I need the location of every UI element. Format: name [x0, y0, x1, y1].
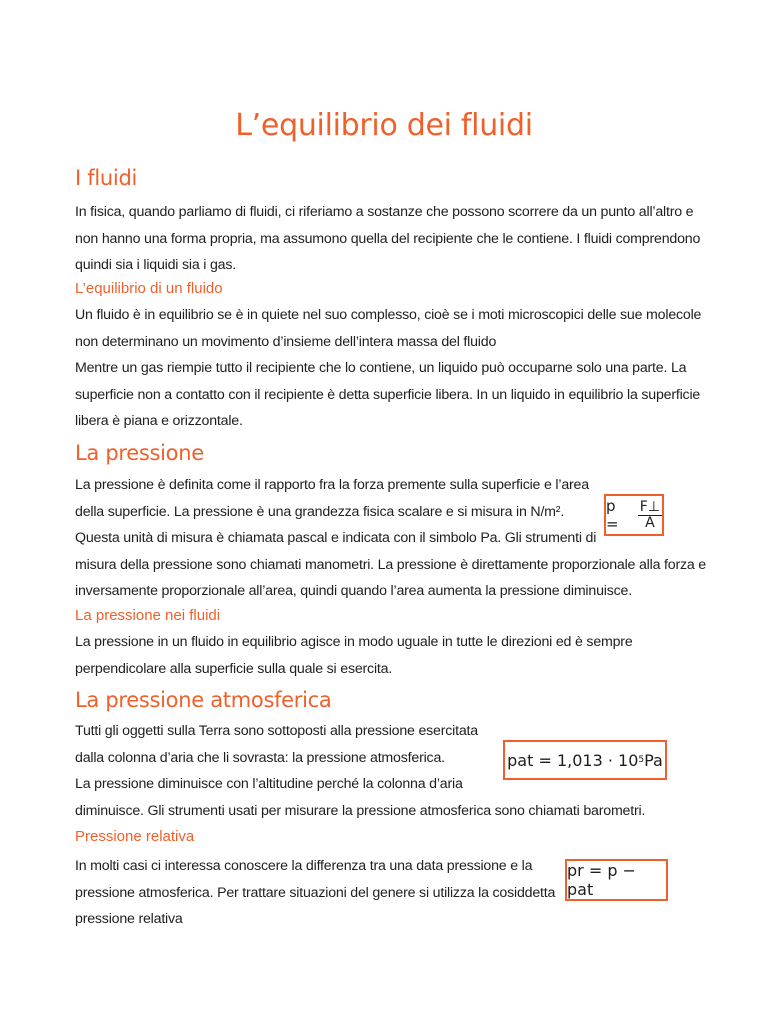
text-line: pressione relativa	[75, 911, 183, 927]
text-line: La pressione è definita come il rapporto fra la forza premente sulla superficie e l’area	[75, 477, 589, 493]
paragraph-fluidi	[75, 199, 700, 279]
text-line: dalla colonna d’aria che li sovrasta: la pressione atmosferica.	[75, 749, 445, 766]
formula-fraction	[638, 500, 662, 531]
text-line: La pressione diminuisce con l’altitudine perché la colonna d’aria	[75, 776, 463, 792]
text-line: La pressione in un fluido in equilibrio agisce in modo uguale in tutte le direzioni ed è sempre	[75, 634, 633, 650]
text-line: Mentre un gas riempie tutto il recipiente che lo contiene, un liquido può occuparne solo una parte. La	[75, 360, 687, 376]
text-line: non determinano un movimento d’insieme dell’intera massa del fluido	[75, 333, 497, 350]
text-line: Un fluido è in equilibrio se è in quiete nel suo complesso, cioè se i moti microscopici delle sue molecole	[75, 307, 702, 323]
formula-pressione-relativa: pr = p − pat	[565, 859, 668, 901]
paragraph-pressione-fluidi	[75, 629, 633, 682]
paragraph-pressione	[75, 472, 706, 605]
formula-denominator: A	[645, 514, 655, 531]
formula-exponent: 5	[638, 755, 645, 765]
text-line: pressione atmosferica. Per trattare situazioni del genere si utilizza la cosiddetta	[75, 884, 556, 901]
formula-numerator: F⊥	[639, 498, 660, 515]
formula-pressione	[604, 494, 664, 536]
text-line: perpendicolare alla superficie sulla quale si esercita.	[75, 660, 393, 677]
text-line: inversamente proporzionale all’area, quindi quando l’area aumenta la pressione diminuisce.	[75, 583, 632, 599]
paragraph-pressione-relativa	[75, 853, 555, 933]
text-line: non hanno una forma propria, ma assumono quella del recipiente che le contiene. I fluidi comprendono	[75, 230, 701, 247]
text-line: quindi sia i liquidi sia i gas.	[75, 257, 236, 273]
subheading-equilibrio: L’equilibrio di un fluido	[75, 280, 223, 297]
text-line: Questa unità di misura è chiamata pascal e indicata con il simbolo Pa. Gli strumenti di	[75, 530, 597, 546]
text-line: In fisica, quando parliamo di fluidi, ci riferiamo a sostanze che possono scorrere da un punto all’altro e	[75, 204, 694, 220]
text-line: misura della pressione sono chiamati manometri. La pressione è direttamente proporzionale alla forza e	[75, 556, 706, 573]
paragraph-equilibrio	[75, 302, 701, 435]
heading-pressione-atmosferica: La pressione atmosferica	[75, 688, 332, 712]
subheading-pressione-relativa: Pressione relativa	[75, 828, 195, 845]
formula-pressione-atmosferica	[503, 740, 667, 780]
heading-pressione: La pressione	[75, 441, 204, 465]
formula-lhs: p =	[606, 497, 619, 533]
text-line: In molti casi ci interessa conoscere la differenza tra una data pressione e la	[75, 858, 533, 874]
subheading-pressione-fluidi: La pressione nei fluidi	[75, 607, 221, 624]
page-title: L’equilibrio dei fluidi	[235, 108, 533, 143]
text-line: libera è piana e orizzontale.	[75, 413, 243, 429]
heading-fluidi: I fluidi	[75, 166, 138, 190]
text-line: Tutti gli oggetti sulla Terra sono sottoposti alla pressione esercitata	[75, 723, 478, 739]
text-line: della superficie. La pressione è una grandezza fisica scalare e si misura in N/m².	[75, 503, 565, 520]
text-line: superficie non a contatto con il recipiente è detta superficie libera. In un liquido in equilibrio la superficie	[75, 386, 701, 403]
formula-unit: Pa	[644, 750, 663, 770]
formula-base: pat = 1,013 · 10	[507, 750, 639, 770]
text-line: diminuisce. Gli strumenti usati per misurare la pressione atmosferica sono chiamati barometri.	[75, 802, 646, 819]
